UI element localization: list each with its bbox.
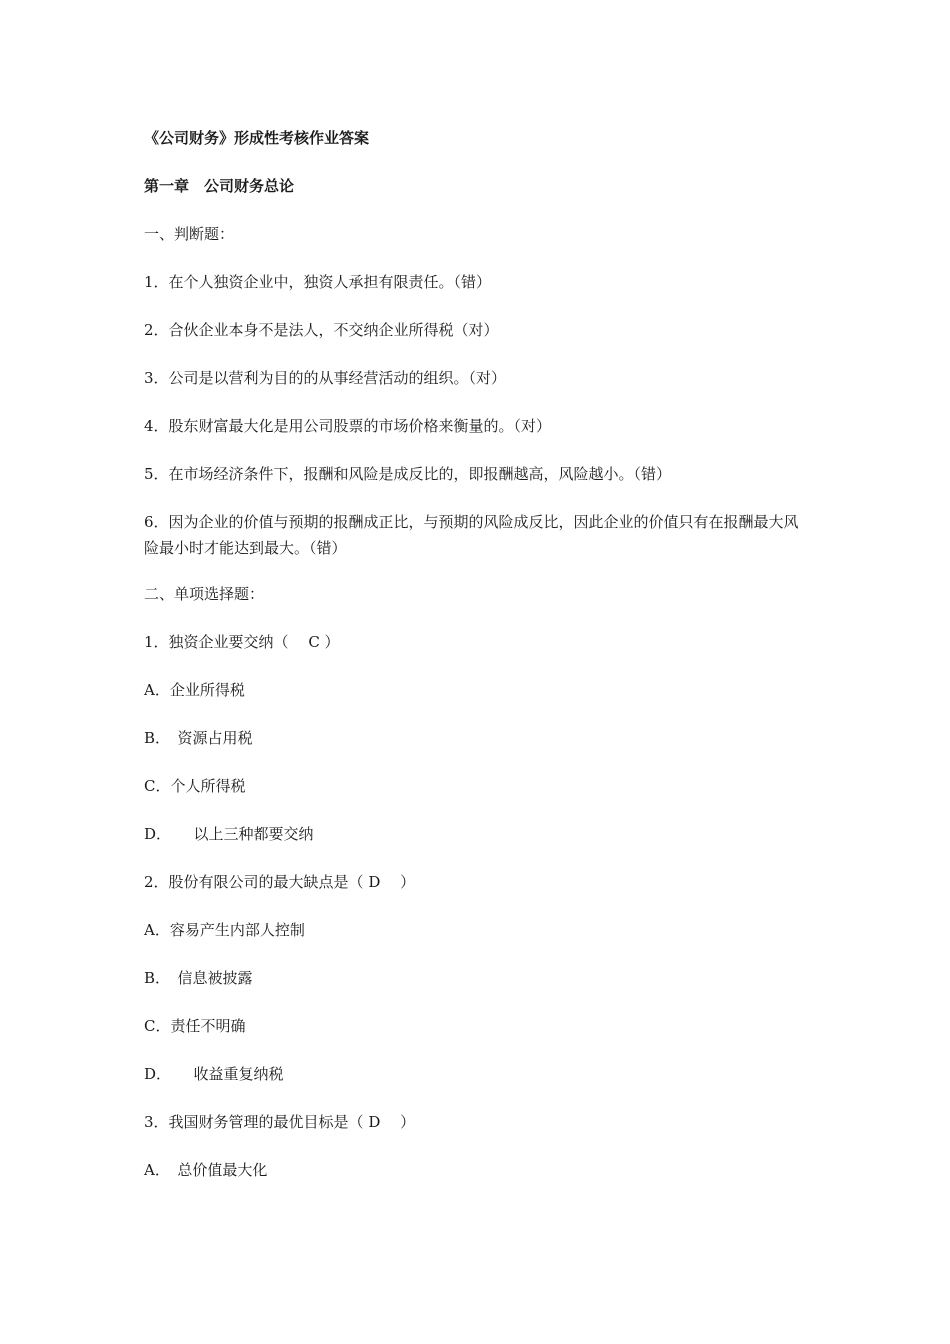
tf-item-3: 3．公司是以营利为目的的从事经营活动的组织。（对） bbox=[144, 369, 507, 387]
document-title: 《公司财务》形成性考核作业答案 bbox=[144, 129, 370, 147]
tf-item-1: 1．在个人独资企业中，独资人承担有限责任。（错） bbox=[144, 273, 492, 291]
question-3-option-a: A． 总价值最大化 bbox=[144, 1161, 268, 1179]
question-2-option-a: A．容易产生内部人控制 bbox=[144, 921, 305, 939]
section-heading-true-false: 一、判断题： bbox=[144, 225, 235, 243]
chapter-heading: 第一章 公司财务总论 bbox=[144, 177, 295, 195]
question-1-option-a: A．企业所得税 bbox=[144, 681, 245, 699]
tf-item-2: 2．合伙企业本身不是法人，不交纳企业所得税（对） bbox=[144, 321, 499, 339]
question-1-stem: 1．独资企业要交纳（ C ） bbox=[144, 633, 340, 651]
question-1-option-c: C．个人所得税 bbox=[144, 777, 246, 795]
question-2-option-c: C．责任不明确 bbox=[144, 1017, 246, 1035]
tf-item-6: 6．因为企业的价值与预期的报酬成正比，与预期的风险成反比，因此企业的价值只有在报酬最大风险最小时才能达到最大。（错） bbox=[144, 513, 799, 557]
question-1-option-b: B． 资源占用税 bbox=[144, 729, 253, 747]
question-2-stem: 2．股份有限公司的最大缺点是（ D ） bbox=[144, 873, 416, 891]
question-1-option-d: D． 以上三种都要交纳 bbox=[144, 825, 314, 843]
tf-item-5: 5．在市场经济条件下，报酬和风险是成反比的，即报酬越高，风险越小。（错） bbox=[144, 465, 672, 483]
question-2-option-b: B． 信息被披露 bbox=[144, 969, 253, 987]
section-heading-single-choice: 二、单项选择题： bbox=[144, 585, 265, 603]
question-2-option-d: D． 收益重复纳税 bbox=[144, 1065, 284, 1083]
question-3-stem: 3．我国财务管理的最优目标是（ D ） bbox=[144, 1113, 416, 1131]
tf-item-4: 4．股东财富最大化是用公司股票的市场价格来衡量的。（对） bbox=[144, 417, 552, 435]
